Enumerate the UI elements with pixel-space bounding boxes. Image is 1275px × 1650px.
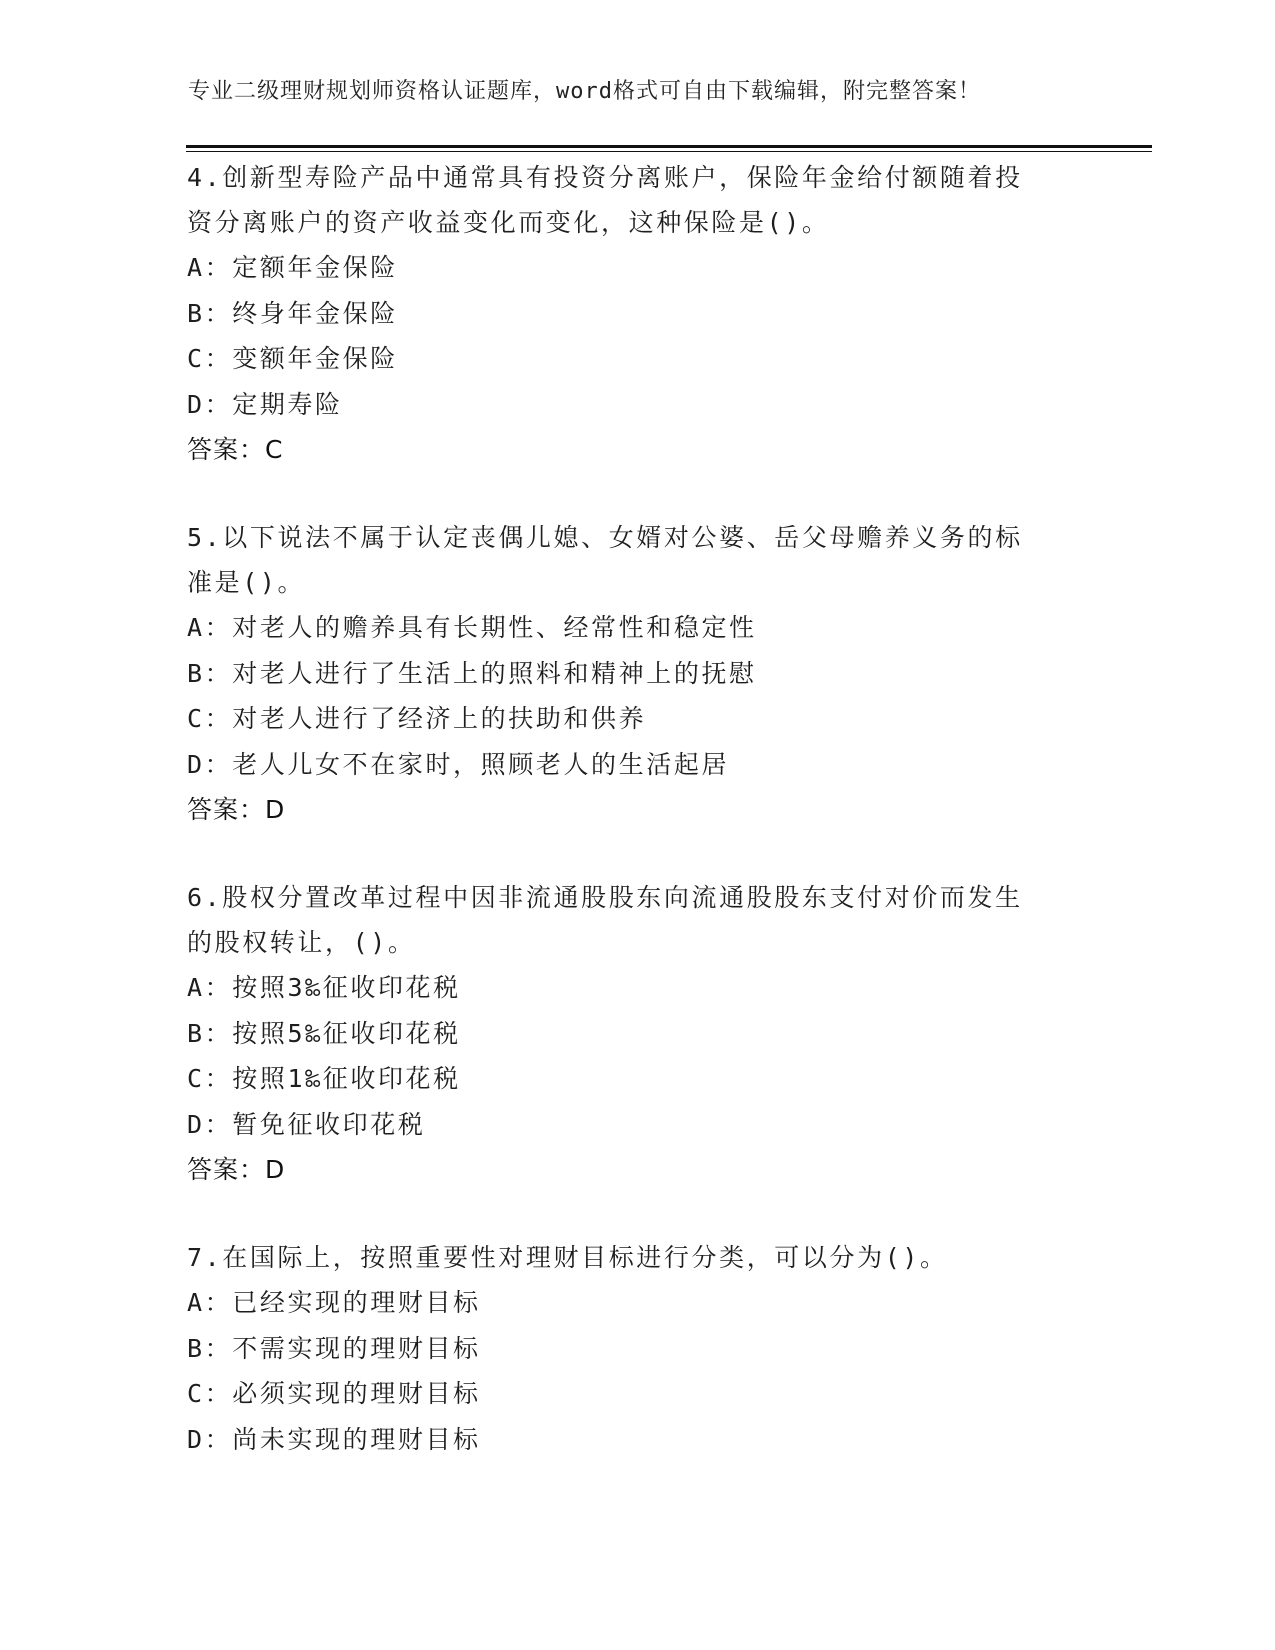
answer-line: 答案：D (187, 1155, 286, 1184)
question-spacer (187, 1192, 1087, 1235)
option-d: D：定期寿险 (187, 389, 343, 419)
question-6 (187, 875, 1087, 1192)
question-stem-line: 4.创新型寿险产品中通常具有投资分离账户，保险年金给付额随着投 (187, 163, 1023, 192)
question-spacer (187, 472, 1087, 515)
option-c: C：按照1‰征收印花税 (187, 1064, 461, 1093)
question-stem (187, 155, 1087, 245)
option-c: C：变额年金保险 (187, 344, 398, 373)
question-4 (187, 155, 1087, 472)
question-stem-line: 5.以下说法不属于认定丧偶儿媳、女婿对公婆、岳父母赡养义务的标 (187, 523, 1023, 552)
header-rule-thin (186, 151, 1152, 152)
header-rule-thick (186, 145, 1152, 148)
option-b: B：终身年金保险 (187, 298, 398, 328)
option-c: C：必须实现的理财目标 (187, 1379, 481, 1408)
option-c: C：对老人进行了经济上的扶助和供养 (187, 704, 647, 733)
question-stem-line: 资分离账户的资产收益变化而变化，这种保险是()。 (187, 208, 830, 237)
question-stem-line: 6.股权分置改革过程中因非流通股股东向流通股股东支付对价而发生 (187, 883, 1023, 912)
option-b: B：对老人进行了生活上的照料和精神上的抚慰 (187, 658, 757, 688)
question-7 (187, 1235, 1087, 1462)
question-stem (187, 1235, 1087, 1280)
option-d: D：尚未实现的理财目标 (187, 1424, 481, 1454)
page-header: 专业二级理财规划师资格认证题库，word格式可自由下载编辑，附完整答案！ (188, 79, 981, 104)
question-stem-line: 7.在国际上，按照重要性对理财目标进行分类，可以分为()。 (187, 1243, 948, 1272)
answer-line: 答案：D (187, 795, 286, 824)
question-stem-line: 的股权转让，()。 (187, 928, 416, 957)
question-stem (187, 875, 1087, 965)
option-a: A：按照3‰征收印花税 (187, 973, 461, 1002)
option-a: A：已经实现的理财目标 (187, 1288, 481, 1317)
option-d: D：老人儿女不在家时，照顾老人的生活起居 (187, 749, 730, 779)
answer-line: 答案：C (187, 435, 284, 464)
option-d: D：暂免征收印花税 (187, 1109, 426, 1139)
question-5 (187, 515, 1087, 832)
question-spacer (187, 832, 1087, 875)
question-stem (187, 515, 1087, 605)
option-a: A：对老人的赡养具有长期性、经常性和稳定性 (187, 613, 757, 642)
question-stem-line: 准是()。 (187, 568, 306, 597)
question-list (187, 155, 1087, 1462)
option-b: B：不需实现的理财目标 (187, 1333, 481, 1363)
option-a: A：定额年金保险 (187, 253, 398, 282)
option-b: B：按照5‰征收印花税 (187, 1018, 461, 1048)
